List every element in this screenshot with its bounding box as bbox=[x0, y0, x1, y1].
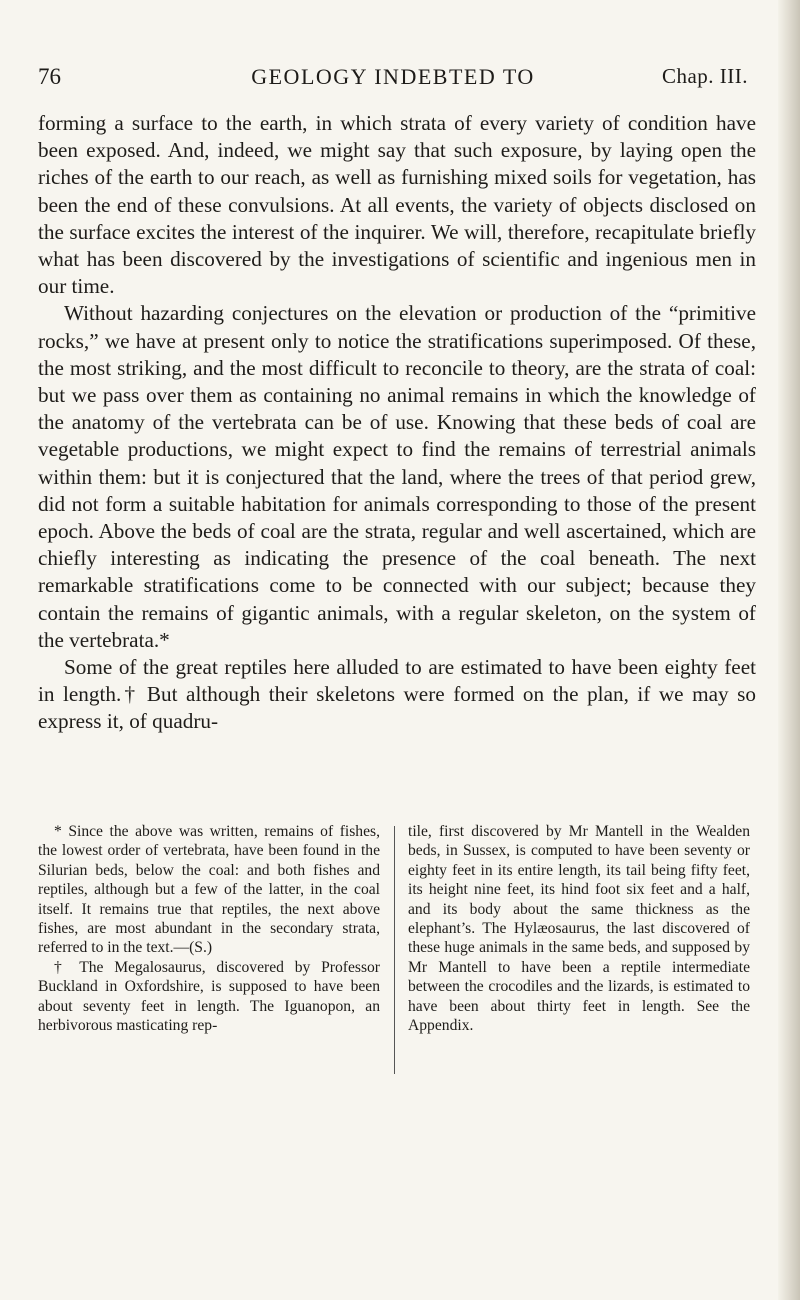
paragraph: Some of the great reptiles here alluded to are estimated to have been eighty feet in length.† But although their skeletons were formed on the plan, if we may so express it, of quadru- bbox=[38, 655, 756, 734]
page-edge-shadow bbox=[778, 0, 800, 1300]
paragraph: forming a surface to the earth, in which strata of every variety of condition have been exposed. And, indeed, we might say that such exposure, by laying open the riches of the earth to our reach, as well as furnishing mixed soils for vegetation, has been the end of these convulsions. At all events, the variety of objects disclosed on the surface excites the interest of the inquirer. We will, therefore, recapitulate briefly what has been discovered by the investigations of scientific and ingenious men in our time. bbox=[38, 111, 756, 299]
page-header bbox=[38, 64, 748, 100]
footnote: † The Megalosaurus, discovered by Professor Buckland in Oxfordshire, is supposed to have been about seventy feet in length. The Iguanopon, an herbivorous masticating rep- bbox=[38, 958, 380, 1035]
chapter-label: Chap. III. bbox=[661, 64, 748, 88]
page-number: 76 bbox=[38, 64, 61, 89]
running-head: GEOLOGY INDEBTED TO bbox=[251, 64, 535, 89]
main-text bbox=[38, 110, 756, 736]
footnote-continuation: tile, first discovered by Mr Mantell in the Wealden beds, in Sussex, is computed to have been seventy or eighty feet in its entire length, its tail being fifty feet, its height nine feet, its hind foot six feet and a half, and its body about the same thickness as the elephant’s. The Hylæosaurus, the last discovered of these huge animals in the same beds, and supposed by Mr Mantell to have been a reptile intermediate between the crocodiles and the lizards, is estimated to have been about thirty feet in length. See the Appendix. bbox=[408, 823, 750, 1035]
footnotes bbox=[38, 822, 750, 1074]
paragraph: Without hazarding conjectures on the elevation or production of the “primitive rocks,” we have at present only to notice the stratifications superimposed. Of these, the most striking, and the most difficult to reconcile to theory, are the strata of coal: but we pass over them as containing no animal remains in which the knowledge of the anatomy of the vertebrata can be of use. Knowing that these beds of coal are vegetable productions, we might expect to find the remains of terrestrial animals within them: but it is conjectured that the land, where the trees of that period grew, did not form a suitable habitation for animals corresponding to those of the present epoch. Above the beds of coal are the strata, regular and well ascertained, which are chiefly interesting as indicating the presence of the coal beneath. The next remarkable stratifications come to be connected with our subject; because they contain the remains of gigantic animals, with a regular skeleton, on the system of the vertebrata.* bbox=[38, 301, 756, 652]
footnote-column-left bbox=[38, 822, 380, 1074]
column-divider bbox=[394, 826, 395, 1074]
footnote-column-right bbox=[408, 822, 750, 1074]
footnote: * Since the above was written, remains of fishes, the lowest order of vertebrata, have been found in the Silurian beds, below the coal: and both fishes and reptiles, although but a few of the latter, in the coal itself. It remains true that reptiles, the next above fishes, are most abundant in the secondary strata, referred to in the text.—(S.) bbox=[38, 823, 380, 957]
